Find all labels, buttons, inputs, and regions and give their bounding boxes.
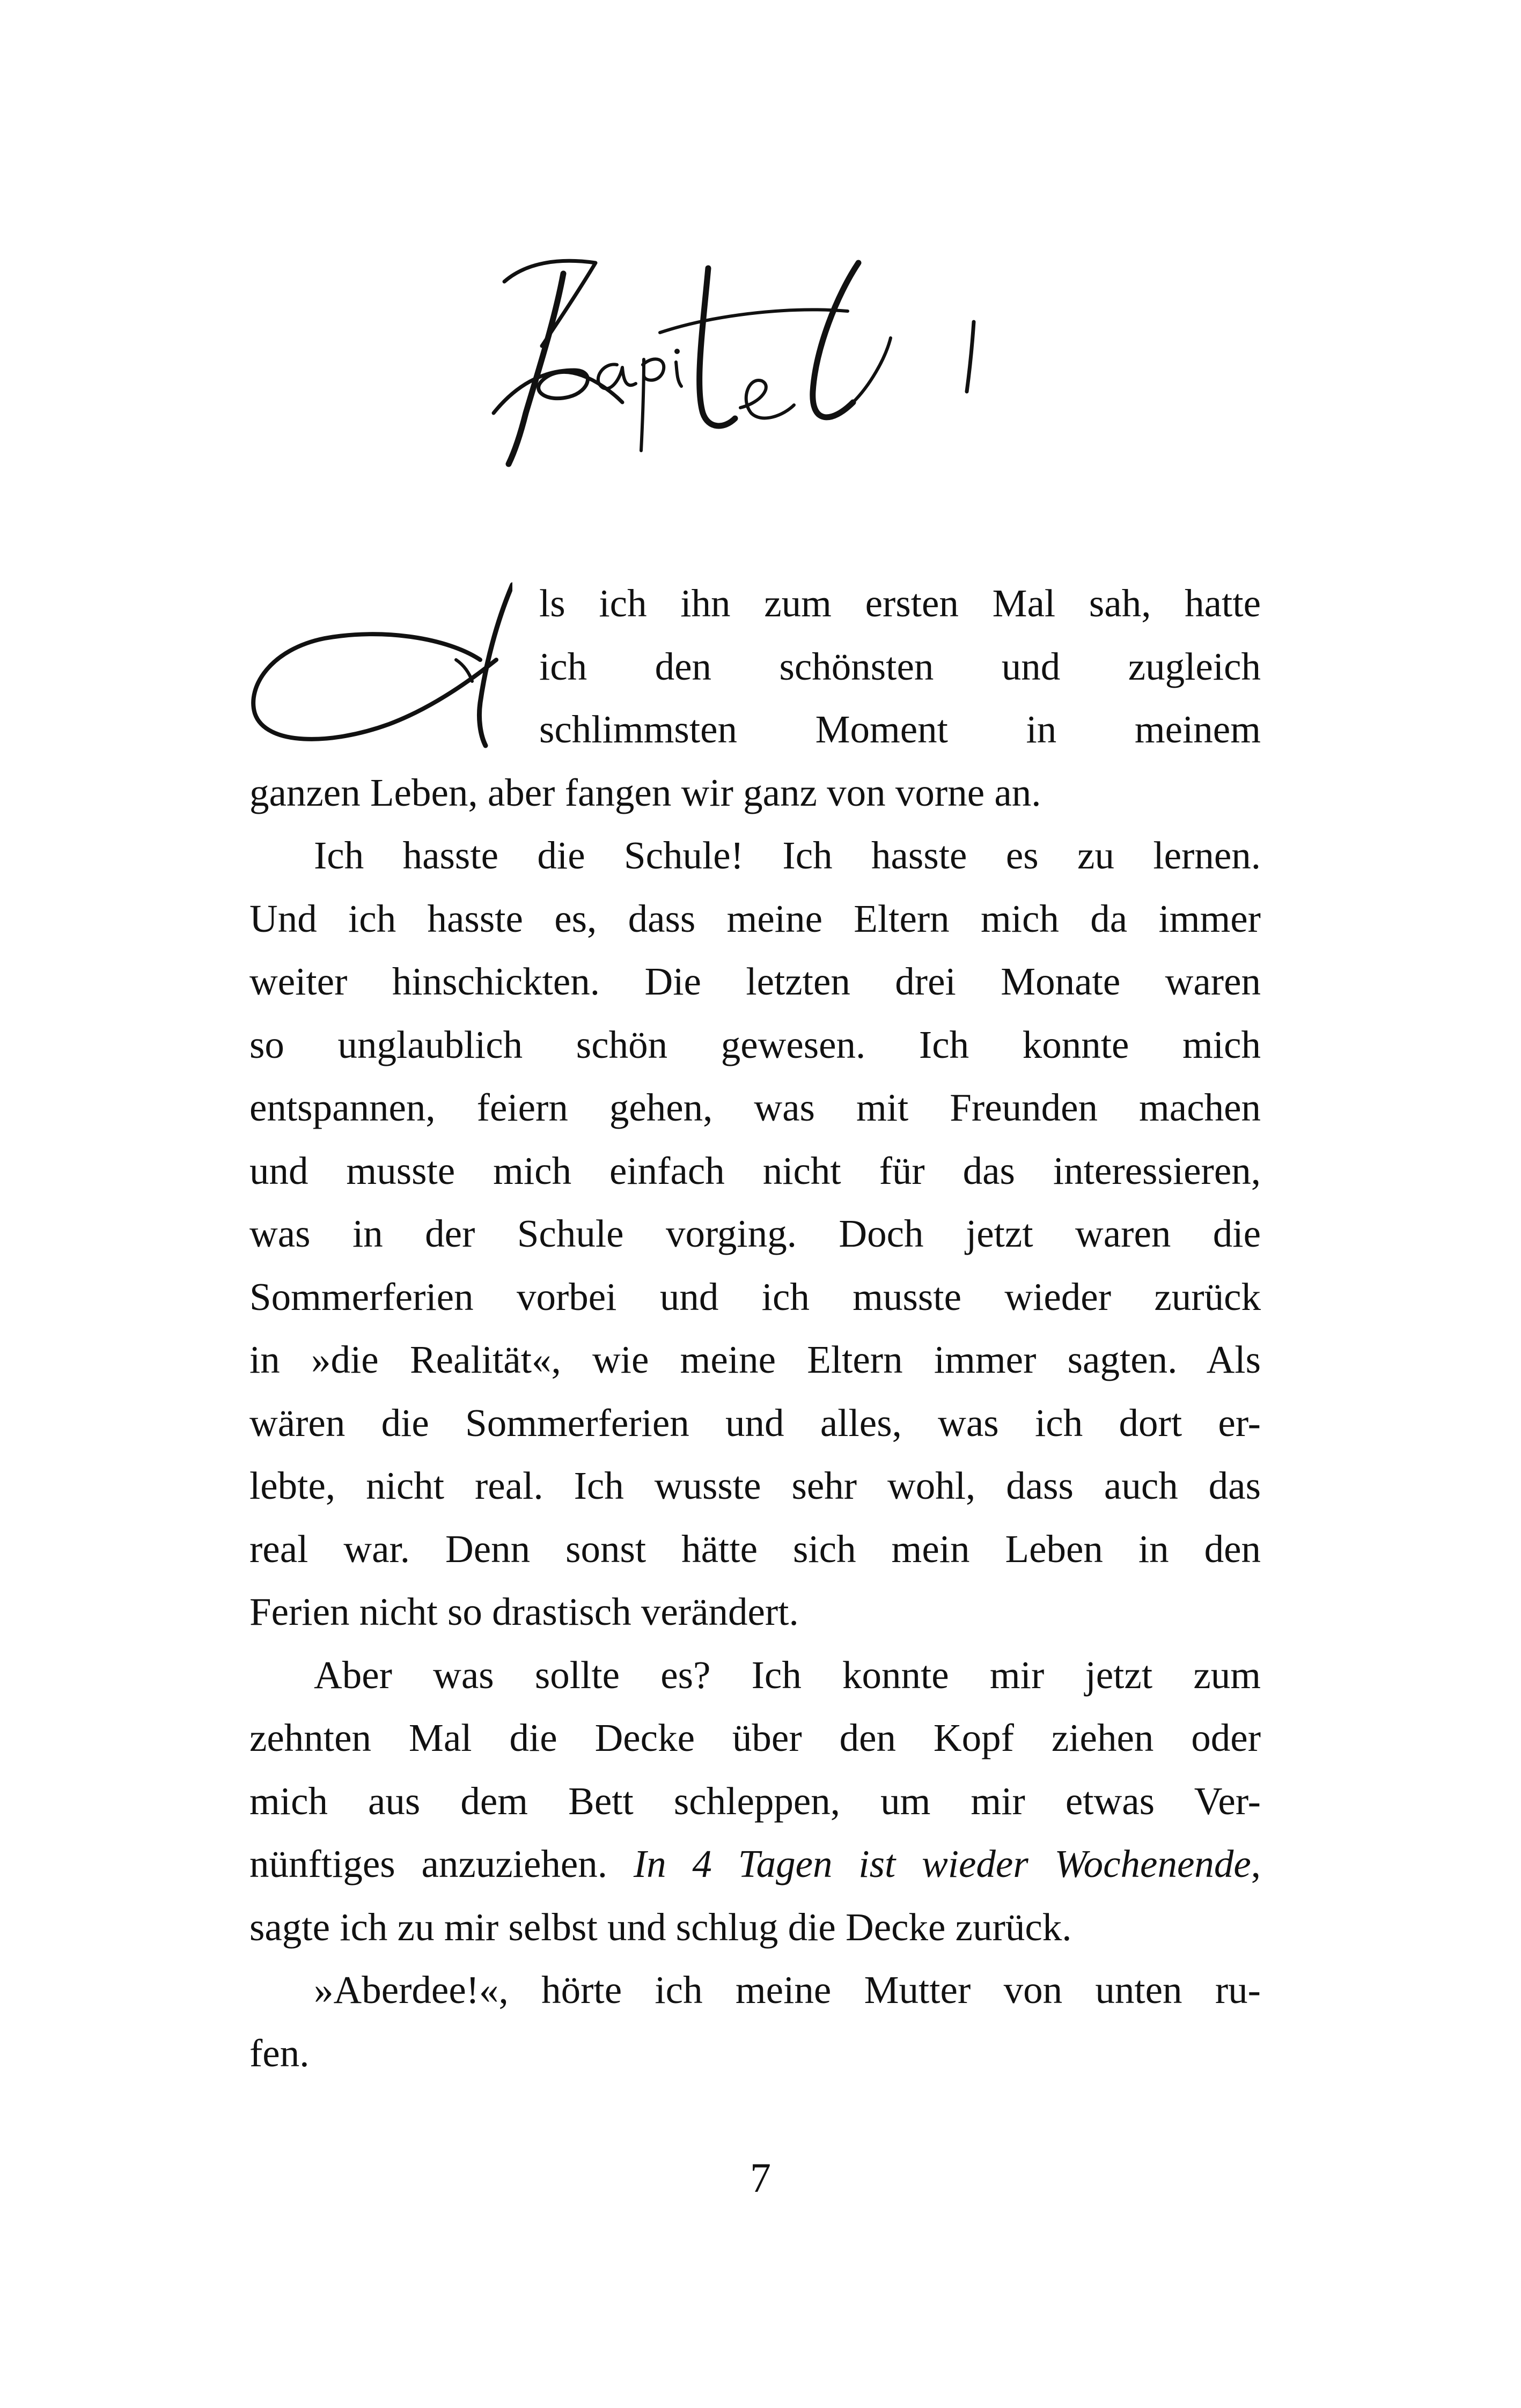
- text-line: zehnten Mal die Decke über den Kopf ziehen oder: [249, 1716, 1261, 1759]
- text-line: Sommerferien vorbei und ich musste wieder zurück: [249, 1275, 1261, 1319]
- text-line: entspannen, feiern gehen, was mit Freunden machen: [249, 1086, 1261, 1129]
- text-line: Und ich hasste es, dass meine Eltern mich da immer: [249, 896, 1261, 940]
- body-text: [249, 761, 1261, 2085]
- chapter-title: [483, 252, 1062, 477]
- script-k-arm: [504, 261, 596, 346]
- text-line: lebte, nicht real. Ich wusste sehr wohl, dass auch das: [249, 1464, 1261, 1507]
- text-span: ,: [1251, 1842, 1261, 1886]
- text-line: Ich hasste die Schule! Ich hasste es zu lernen.: [314, 834, 1261, 877]
- page-number: 7: [750, 2154, 771, 2201]
- text-line: Ferien nicht so drastisch verändert.: [249, 1590, 799, 1633]
- drop-cap-loop: [253, 634, 496, 739]
- text-line: ls ich ihn zum ersten Mal sah, hatte: [539, 581, 1261, 625]
- text-line-with-italic: [249, 1832, 1261, 1896]
- text-line: wären die Sommerferien und alles, was ich dort er-: [249, 1401, 1261, 1445]
- text-line: ganzen Leben, aber fangen wir ganz von vorne an.: [249, 770, 1041, 814]
- script-t-stem: [700, 268, 735, 426]
- text-line: weiter hinschickten. Die letzten drei Monate waren: [249, 960, 1261, 1003]
- text-line: fen.: [249, 2031, 310, 2075]
- script-numeral-one: [967, 322, 974, 392]
- chapter-title-script-glyphs: [483, 252, 1062, 477]
- text-line: mich aus dem Bett schleppen, um mir etwas Ver-: [249, 1779, 1261, 1823]
- script-i-dot: [674, 349, 680, 354]
- text-line: was in der Schule vorging. Doch jetzt waren die: [249, 1212, 1261, 1255]
- text-line: »Aberdee!«, hörte ich meine Mutter von unten ru-: [314, 1968, 1261, 2012]
- drop-cap-stem: [479, 585, 512, 746]
- script-p: [641, 359, 664, 451]
- script-t-bar: [660, 310, 848, 333]
- script-i: [676, 362, 681, 386]
- text-line: sagte ich zu mir selbst und schlug die Decke zurück.: [249, 1905, 1072, 1949]
- text-line: so unglaublich schön gewesen. Ich konnte mich: [249, 1022, 1261, 1066]
- script-e: [740, 380, 794, 418]
- paragraph-1-indented-lines: [539, 572, 1261, 761]
- text-line: und musste mich einfach nicht für das interessieren,: [249, 1148, 1261, 1192]
- text-line: Aber was sollte es? Ich konnte mir jetzt zum: [314, 1653, 1261, 1697]
- text-line: ich den schönsten und zugleich: [539, 644, 1261, 688]
- script-flourish: [853, 338, 891, 402]
- drop-cap: [244, 579, 512, 767]
- script-k-leg: [494, 370, 622, 413]
- italic-thought: In 4 Tagen ist wieder Wochenende: [633, 1842, 1251, 1886]
- drop-cap-script-a: [244, 579, 512, 767]
- script-k-stem: [509, 274, 563, 464]
- text-line: schlimmsten Moment in meinem: [539, 708, 1261, 751]
- text-span: nünftiges anzuziehen.: [249, 1842, 634, 1886]
- script-l: [813, 263, 858, 417]
- text-line: in »die Realität«, wie meine Eltern immer sagten. Als: [249, 1338, 1261, 1381]
- text-line: real war. Denn sonst hätte sich mein Leben in den: [249, 1527, 1261, 1571]
- drop-cap-crossbar: [456, 660, 472, 681]
